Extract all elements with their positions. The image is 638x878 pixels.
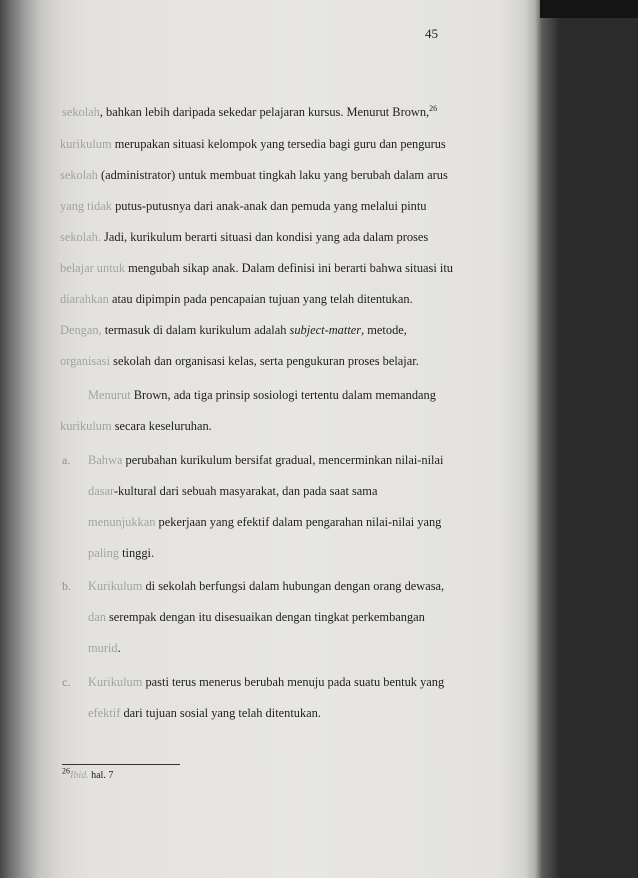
p1-line-4: yang tidak putus-putusnya dari anak-anak dan pemuda yang melalui pintu: [60, 199, 427, 213]
footnote-rule: [62, 764, 180, 765]
p1-line-3: sekolah (administrator) untuk membuat tingkah laku yang berubah dalam arus: [60, 168, 448, 182]
list-marker-b: b.: [62, 579, 71, 593]
list-a-line-3: menunjukkan pekerjaan yang efektif dalam pengarahan nilai-nilai yang: [88, 515, 442, 529]
list-c-line-1: Kurikulum pasti terus menerus berubah menuju pada suatu bentuk yang: [88, 675, 445, 689]
p1-line-2: kurikulum merupakan situasi kelompok yang tersedia bagi guru dan pengurus: [60, 137, 446, 151]
p1-line-5: sekolah. Jadi, kurikulum berarti situasi dan kondisi yang ada dalam proses: [60, 230, 429, 244]
list-a-line-1: Bahwa perubahan kurikulum bersifat gradual, mencerminkan nilai-nilai: [88, 453, 444, 467]
page-number: 45: [425, 26, 438, 41]
p2-line-1: Menurut Brown, ada tiga prinsip sosiologi tertentu dalam memandang: [88, 388, 436, 402]
list-b-line-2: dan serempak dengan itu disesuaikan dengan tingkat perkembangan: [88, 610, 425, 624]
list-marker-c: c.: [62, 675, 71, 689]
p1-line-6: belajar untuk mengubah sikap anak. Dalam definisi ini berarti bahwa situasi itu: [60, 261, 453, 275]
p1-line-9: organisasi sekolah dan organisasi kelas, serta pengukuran proses belajar.: [60, 354, 419, 368]
list-a-line-2: dasar-kultural dari sebuah masyarakat, dan pada saat sama: [88, 484, 378, 498]
list-c-line-2: efektif dari tujuan sosial yang telah ditentukan.: [88, 706, 321, 720]
p1-line-8: Dengan, termasuk di dalam kurikulum adalah subject-matter, metode,: [60, 323, 407, 337]
p2-line-2: kurikulum secara keseluruhan.: [60, 419, 212, 433]
footnote: $^{26}$Ibid. hal. 7: [62, 766, 114, 781]
list-a-line-4: paling tinggi.: [88, 546, 155, 560]
scan-shadow: [540, 0, 638, 18]
list-b-line-3: murid.: [88, 641, 121, 655]
list-b-line-1: Kurikulum di sekolah berfungsi dalam hubungan dengan orang dewasa,: [88, 579, 445, 593]
list-marker-a: a.: [62, 453, 71, 467]
p1-line-1: sekolah, bahkan lebih daripada sekedar pelajaran kursus. Menurut Brown,$^{26}$: [62, 103, 438, 119]
p1-line-7: diarahkan atau dipimpin pada pencapaian tujuan yang telah ditentukan.: [60, 292, 413, 306]
